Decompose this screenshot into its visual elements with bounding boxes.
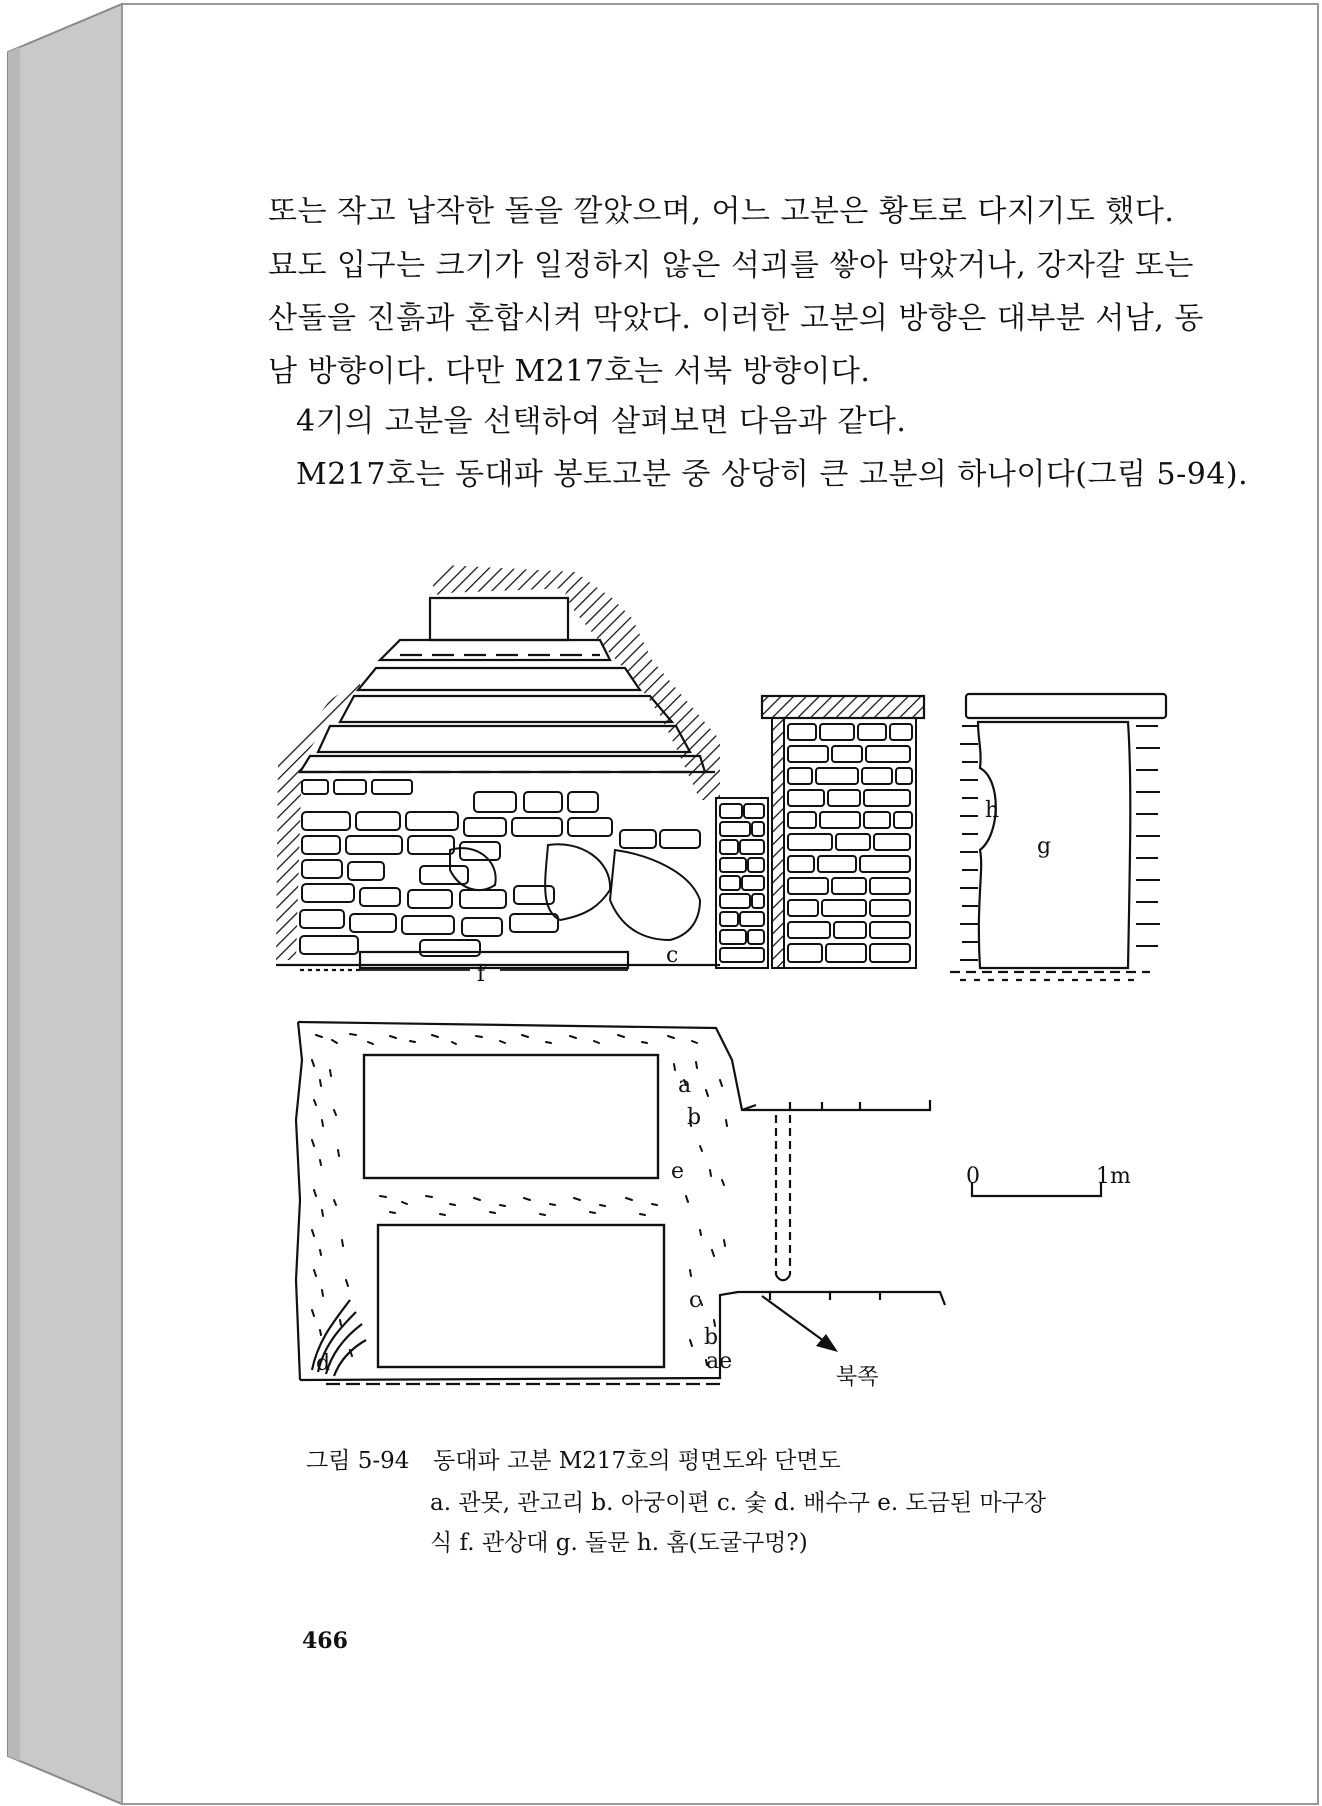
body-line-4: 남 방향이다. 다만 M217호는 서북 방향이다. bbox=[268, 354, 871, 389]
scale-one-label: 1m bbox=[1096, 1164, 1131, 1189]
label-e1: e bbox=[671, 1159, 685, 1184]
book-spine bbox=[8, 4, 122, 1804]
body-line-1: 또는 작고 납작한 돌을 깔았으며, 어느 고분은 황토로 다지기도 했다. bbox=[268, 194, 1175, 229]
book-spine-shade bbox=[8, 47, 20, 1761]
page-number: 466 bbox=[302, 1628, 348, 1654]
north-label: 북쪽 bbox=[836, 1365, 879, 1390]
label-g: g bbox=[1037, 834, 1052, 859]
figure-legend-line-2: 식 f. 관상대 g. 돌문 h. 홈(도굴구멍?) bbox=[430, 1530, 808, 1556]
label-c2: c bbox=[689, 1288, 702, 1313]
label-h: h bbox=[985, 798, 1000, 823]
body-line-2: 묘도 입구는 크기가 일정하지 않은 석괴를 쌓아 막았거나, 강자갈 또는 bbox=[268, 248, 1194, 283]
label-b1: b bbox=[687, 1105, 702, 1130]
figure-number: 그림 5-94 bbox=[306, 1448, 410, 1474]
figure-legend-line-1: a. 관못, 관고리 b. 아궁이편 c. 숯 d. 배수구 e. 도금된 마구장 bbox=[430, 1490, 1047, 1516]
label-c-section: c bbox=[666, 943, 679, 968]
label-f: f bbox=[476, 962, 486, 987]
body-line-6: M217호는 동대파 봉토고분 중 상당히 큰 고분의 하나이다(그림 5-94). bbox=[296, 457, 1249, 492]
figure-title: 동대파 고분 M217호의 평면도와 단면도 bbox=[433, 1448, 841, 1474]
label-d: d bbox=[316, 1351, 331, 1376]
label-ae: ae bbox=[706, 1349, 733, 1374]
label-b2: b bbox=[704, 1325, 719, 1350]
body-line-3: 산돌을 진흙과 혼합시켜 막았다. 이러한 고분의 방향은 대부분 서남, 동 bbox=[268, 301, 1204, 336]
scale-zero-label: 0 bbox=[966, 1164, 980, 1189]
body-line-5: 4기의 고분을 선택하여 살펴보면 다음과 같다. bbox=[296, 404, 907, 439]
label-a1: a bbox=[678, 1073, 692, 1098]
